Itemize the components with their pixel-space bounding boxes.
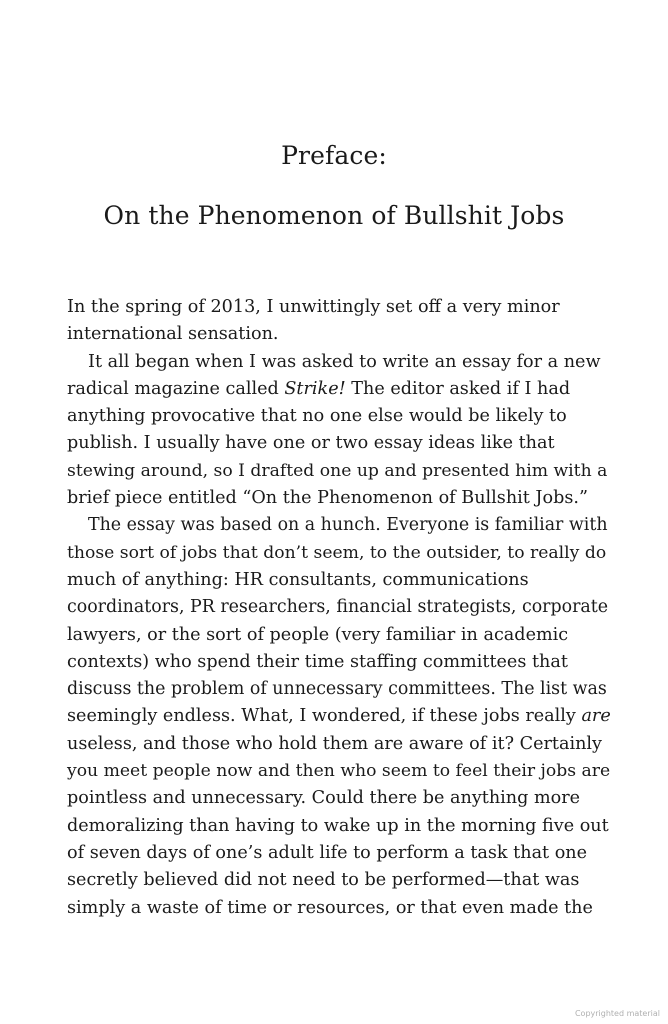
text-line <box>67 376 612 403</box>
text-run: The editor asked if I had <box>345 378 571 399</box>
text-line: much of anything: HR consultants, communications <box>67 569 529 590</box>
text-line: those sort of jobs that don’t seem, to the outsider, to really do <box>67 542 607 563</box>
text-line: The essay was based on a hunch. Everyone is familiar with <box>88 515 608 536</box>
text-line: simply a waste of time or resources, or that even made the <box>67 897 593 918</box>
text-line: demoralizing than having to wake up in the morning five out <box>67 815 609 836</box>
text-line: of seven days of one’s adult life to perform a task that one <box>67 842 588 863</box>
text-line: It all began when I was asked to write an essay for a new <box>88 351 601 372</box>
text-line: lawyers, or the sort of people (very familiar in academic <box>67 624 569 645</box>
text-line: publish. I usually have one or two essay ideas like that <box>67 433 555 454</box>
text-line: discuss the problem of unnecessary committees. The list was <box>67 679 607 700</box>
text-run: seemingly endless. What, I wondered, if these jobs really <box>67 706 582 727</box>
text-line: stewing around, so I drafted one up and presented him with a <box>67 460 608 481</box>
text-line <box>67 703 612 730</box>
text-line: you meet people now and then who seem to feel their jobs are <box>67 761 611 782</box>
text-line: brief piece entitled “On the Phenomenon of Bullshit Jobs.” <box>67 488 588 509</box>
chapter-title-line-1: Preface: <box>281 141 387 170</box>
copyright-watermark: Copyrighted material <box>574 1009 660 1018</box>
text-line: In the spring of 2013, I unwittingly set off a very minor <box>67 297 560 317</box>
chapter-title-line-2: On the Phenomenon of Bullshit Jobs <box>103 201 565 230</box>
italic-text-run: Strike! <box>284 378 346 399</box>
text-line: pointless and unnecessary. Could there be anything more <box>67 788 581 809</box>
text-line: international sensation. <box>67 324 279 345</box>
text-line: coordinators, PR researchers, financial strategists, corporate <box>67 597 609 618</box>
text-run: radical magazine called <box>67 378 285 399</box>
text-line: anything provocative that no one else would be likely to <box>67 406 567 427</box>
text-line: secretly believed did not need to be performed—that was <box>67 870 580 891</box>
italic-text-run: are <box>581 706 611 727</box>
body-text <box>67 294 612 922</box>
text-line: contexts) who spend their time staffing committees that <box>67 651 568 672</box>
text-line: useless, and those who hold them are aware of it? Certainly <box>67 733 602 754</box>
